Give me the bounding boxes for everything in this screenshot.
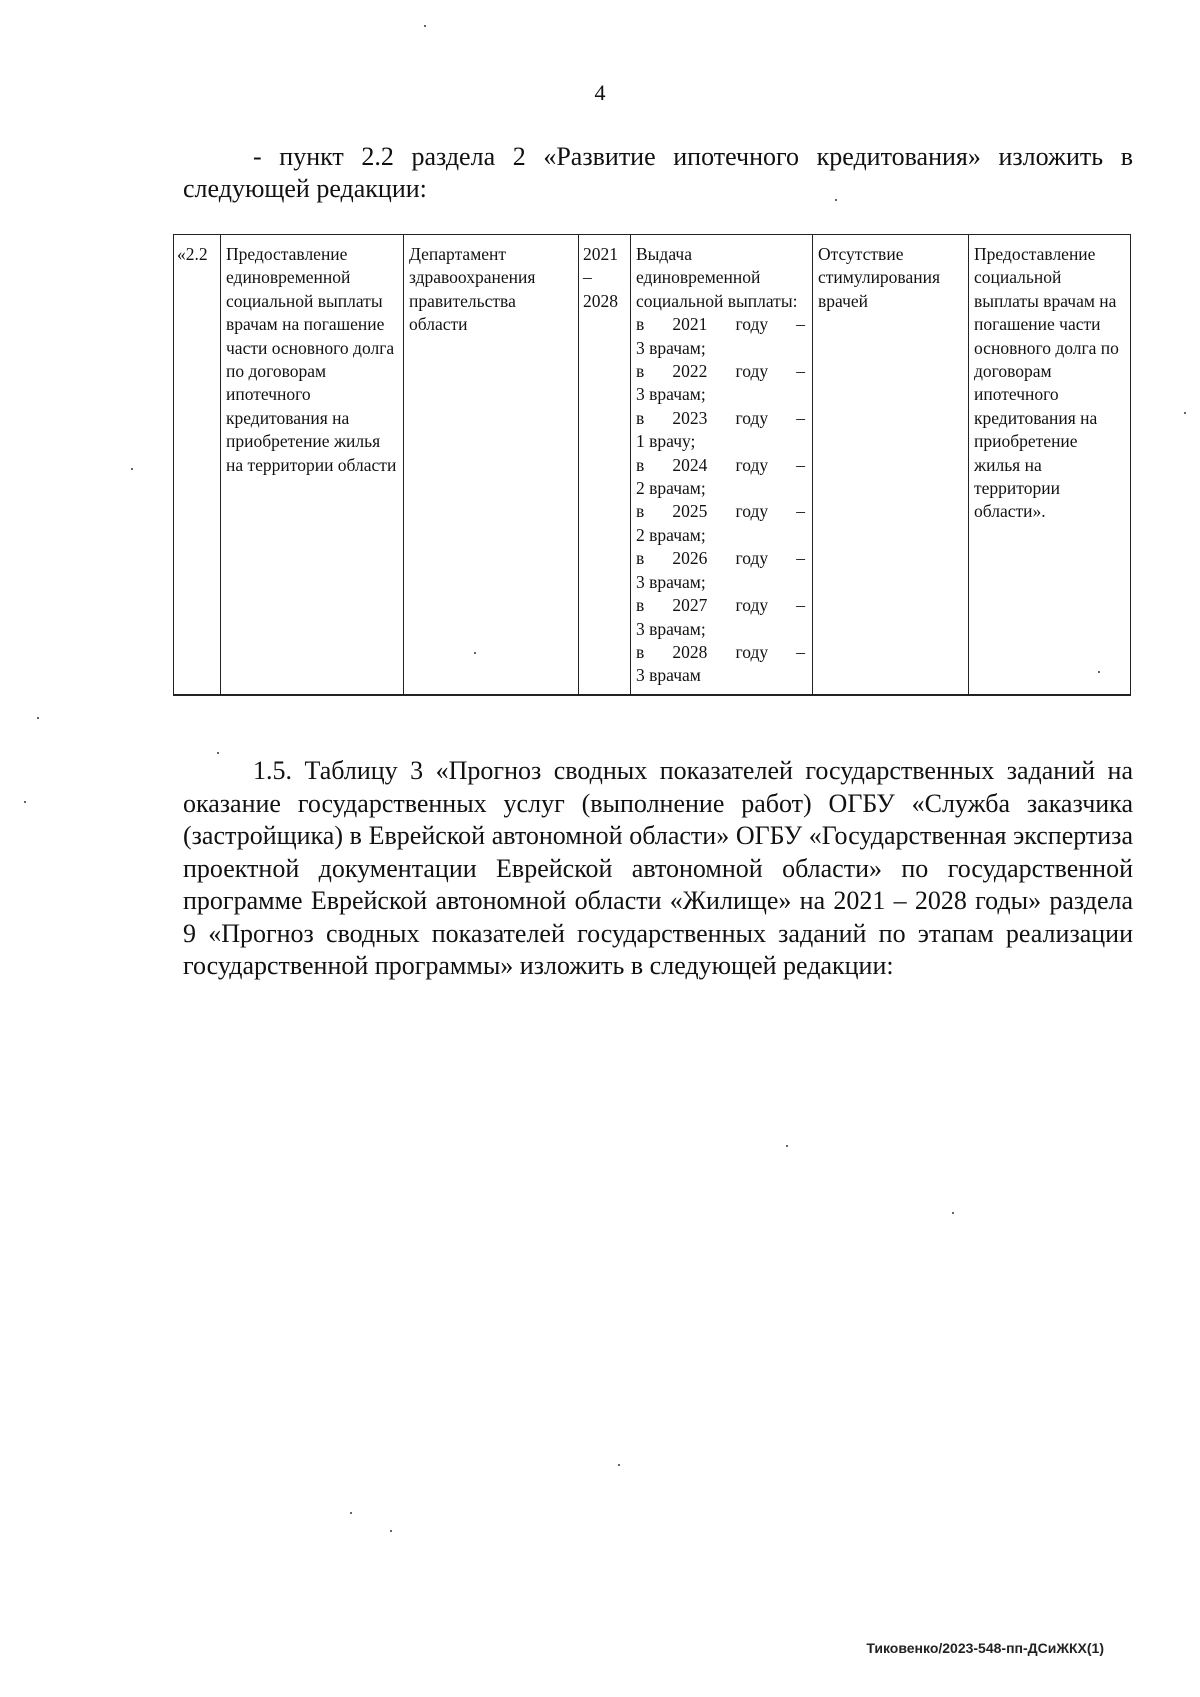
result-word: году (735, 407, 769, 428)
result-count: 3 врачам (636, 665, 701, 686)
scan-speck (1098, 671, 1100, 673)
scan-speck (24, 801, 26, 803)
result-word: году (735, 361, 769, 382)
intro-paragraph: - пункт 2.2 раздела 2 «Развитие ипотечного кредитования» изложить в следующей редакции: (183, 142, 1133, 203)
result-word: году (735, 454, 769, 475)
result-year-line (636, 360, 807, 383)
result-dash: – (796, 548, 805, 569)
result-word: году (735, 548, 769, 569)
result-year-line (636, 454, 807, 477)
result-prep: в (636, 314, 645, 335)
result-prep: в (636, 595, 645, 616)
scan-speck (131, 468, 133, 470)
period-end: 2028 (583, 290, 618, 311)
cell-consequences: Отсутствие стимулирования врачей (813, 235, 969, 695)
result-year-line (636, 641, 807, 664)
cell-results (631, 235, 813, 695)
result-count: 1 врачу; (636, 431, 696, 452)
result-dash: – (796, 595, 805, 616)
result-dash: – (796, 361, 805, 382)
result-year: 2028 (672, 641, 708, 662)
item-1-5-paragraph: 1.5. Таблицу 3 «Прогноз сводных показателей государственных заданий на оказание государственных услуг (выполнение работ) ОГБУ «Служба заказчика (застройщика) в Еврейской автономной области» ОГБУ «Государственная экспертиза проектной документации Еврейской автономной области» по государственной программе Еврейской автономной области «Жилище» на 2021 – 2028 годы» раздела 9 «Прогноз сводных показателей государственных заданий по этапам реализации государственной программы» изложить в следующей редакции: (183, 756, 1133, 980)
result-prep: в (636, 501, 645, 522)
result-prep: в (636, 548, 645, 569)
result-dash: – (796, 407, 805, 428)
scan-speck (786, 1145, 788, 1147)
document-footer: Тиковенко/2023-548-пп-ДСиЖКХ(1) (866, 1640, 1104, 1656)
scan-speck (474, 652, 476, 654)
page-number: 4 (594, 80, 606, 105)
cell-period (579, 235, 631, 695)
result-word: году (735, 595, 769, 616)
period-dash: – (583, 267, 592, 288)
result-dash: – (796, 314, 805, 335)
result-year: 2026 (672, 548, 708, 569)
cell-executor: Департамент здравоохранения правительства области (404, 235, 579, 695)
result-year-line (636, 594, 807, 617)
result-count: 3 врачам; (636, 384, 706, 405)
scan-speck (618, 1464, 620, 1466)
scan-speck (350, 1512, 352, 1514)
period-start: 2021 (583, 244, 618, 264)
result-word: году (735, 314, 769, 335)
result-dash: – (796, 501, 805, 522)
scan-speck (37, 717, 39, 719)
result-word: году (735, 501, 769, 522)
cell-event: Предоставление единовременной социальной выплаты врачам на погашение части основного долга по договорам ипотечного кредитования на приобретение жилья на территории области (221, 235, 404, 695)
result-count: 3 врачам; (636, 571, 706, 592)
result-year: 2025 (672, 501, 708, 522)
table-row (174, 235, 1131, 695)
scan-speck (952, 1212, 954, 1214)
cell-indicator: Предоставление социальной выплаты врачам на погашение части основного долга по договорам ипотечного кредитования на приобретение жилья на территории области». (969, 235, 1131, 695)
results-intro: Выдача единовременной социальной выплаты: (636, 244, 798, 311)
result-year: 2023 (672, 407, 708, 428)
result-prep: в (636, 407, 645, 428)
result-year: 2022 (672, 361, 708, 382)
program-table (173, 234, 1131, 696)
result-dash: – (796, 454, 805, 475)
result-dash: – (796, 641, 805, 662)
result-count: 3 врачам; (636, 337, 706, 358)
result-year-line (636, 500, 807, 523)
result-year: 2024 (672, 454, 708, 475)
result-year-line (636, 547, 807, 570)
scan-speck (1184, 412, 1186, 414)
result-prep: в (636, 454, 645, 475)
result-year-line (636, 407, 807, 430)
result-word: году (735, 641, 769, 662)
result-prep: в (636, 361, 645, 382)
cell-number: «2.2 (174, 235, 221, 695)
result-prep: в (636, 641, 645, 662)
result-year: 2027 (672, 595, 708, 616)
result-year-line (636, 313, 807, 336)
scan-speck (217, 752, 219, 754)
results-list (636, 313, 807, 688)
result-count: 2 врачам; (636, 478, 706, 499)
scan-speck (424, 25, 426, 27)
scan-speck (835, 199, 837, 201)
table-row-spacer (174, 694, 1131, 695)
result-count: 2 врачам; (636, 524, 706, 545)
result-year: 2021 (672, 314, 708, 335)
scan-speck (390, 1530, 392, 1532)
result-count: 3 врачам; (636, 618, 706, 639)
